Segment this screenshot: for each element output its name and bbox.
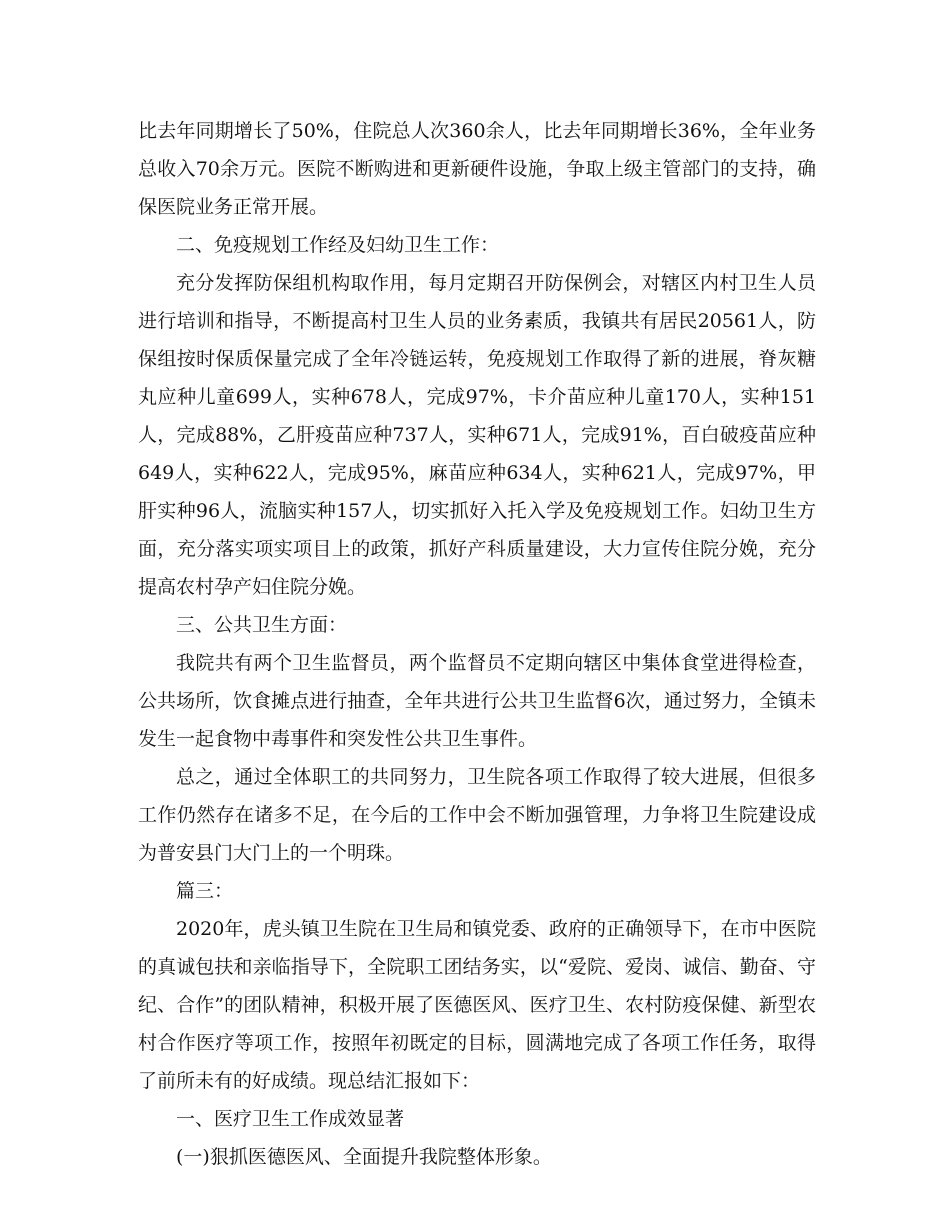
paragraph-summary: 总之，通过全体职工的共同努力，卫生院各项工作取得了较大进展，但很多工作仍然存在诸多不足，在今后的工作中会不断加强管理，力争将卫生院建设成为普安县门大门上的一个明珠。 xyxy=(138,766,816,864)
part-three-heading: 篇三： xyxy=(176,880,234,902)
section-heading-public-health: 三、公共卫生方面： xyxy=(176,614,348,636)
paragraph-immunization: 充分发挥防保组机构取作用，每月定期召开防保例会，对辖区内村卫生人员进行培训和指导，不断提高村卫生人员的业务素质，我镇共有居民20561人，防保组按时保质保量完成了全年冷链运转，免疫规划工作取得了新的进展，脊灰糖丸应种儿童699人，实种678人，完成97%，卡介苗应种儿童170人，实种151人，完成88%，乙肝疫苗应种737人，实种671人，完成91%，百白破疫苗应种649人，实种622人，完成95%，麻苗应种634人，实种621人，完成97%，甲肝实种96人，流脑实种157人，切实抓好入托入学及免疫规划工作。妇幼卫生方面，充分落实项实项目上的政策，抓好产科质量建设，大力宣传住院分娩，充分提高农村孕产妇住院分娩。 xyxy=(138,272,816,598)
paragraph-1: 比去年同期增长了50%，住院总人次360余人，比去年同期增长36%，全年业务总收入70余万元。医院不断购进和更新硬件设施，争取上级主管部门的支持，确保医院业务正常开展。 xyxy=(138,120,816,218)
paragraph-2020-intro: 2020年，虎头镇卫生院在卫生局和镇党委、政府的正确领导下，在市中医院的真诚包扶和亲临指导下，全院职工团结务实，以“爱院、爱岗、诚信、勤奋、守纪、合作”的团队精神，积极开展了医德医风、医疗卫生、农村防疫保健、新型农村合作医疗等项工作，按照年初既定的目标，圆满地完成了各项工作任务，取得了前所未有的好成绩。现总结汇报如下： xyxy=(138,918,816,1092)
section-heading-immunization: 二、免疫规划工作经及妇幼卫生工作： xyxy=(176,234,500,256)
document-page xyxy=(138,112,816,1176)
section-heading-medical: 一、医疗卫生工作成效显著 xyxy=(176,1108,405,1130)
paragraph-public-health: 我院共有两个卫生监督员，两个监督员不定期向辖区中集体食堂进得检查，公共场所，饮食摊点进行抽查，全年共进行公共卫生监督6次，通过努力，全镇未发生一起食物中毒事件和突发性公共卫生事件。 xyxy=(138,652,816,750)
subsection-heading-ethics: (一)狠抓医德医风、全面提升我院整体形象。 xyxy=(176,1146,552,1168)
